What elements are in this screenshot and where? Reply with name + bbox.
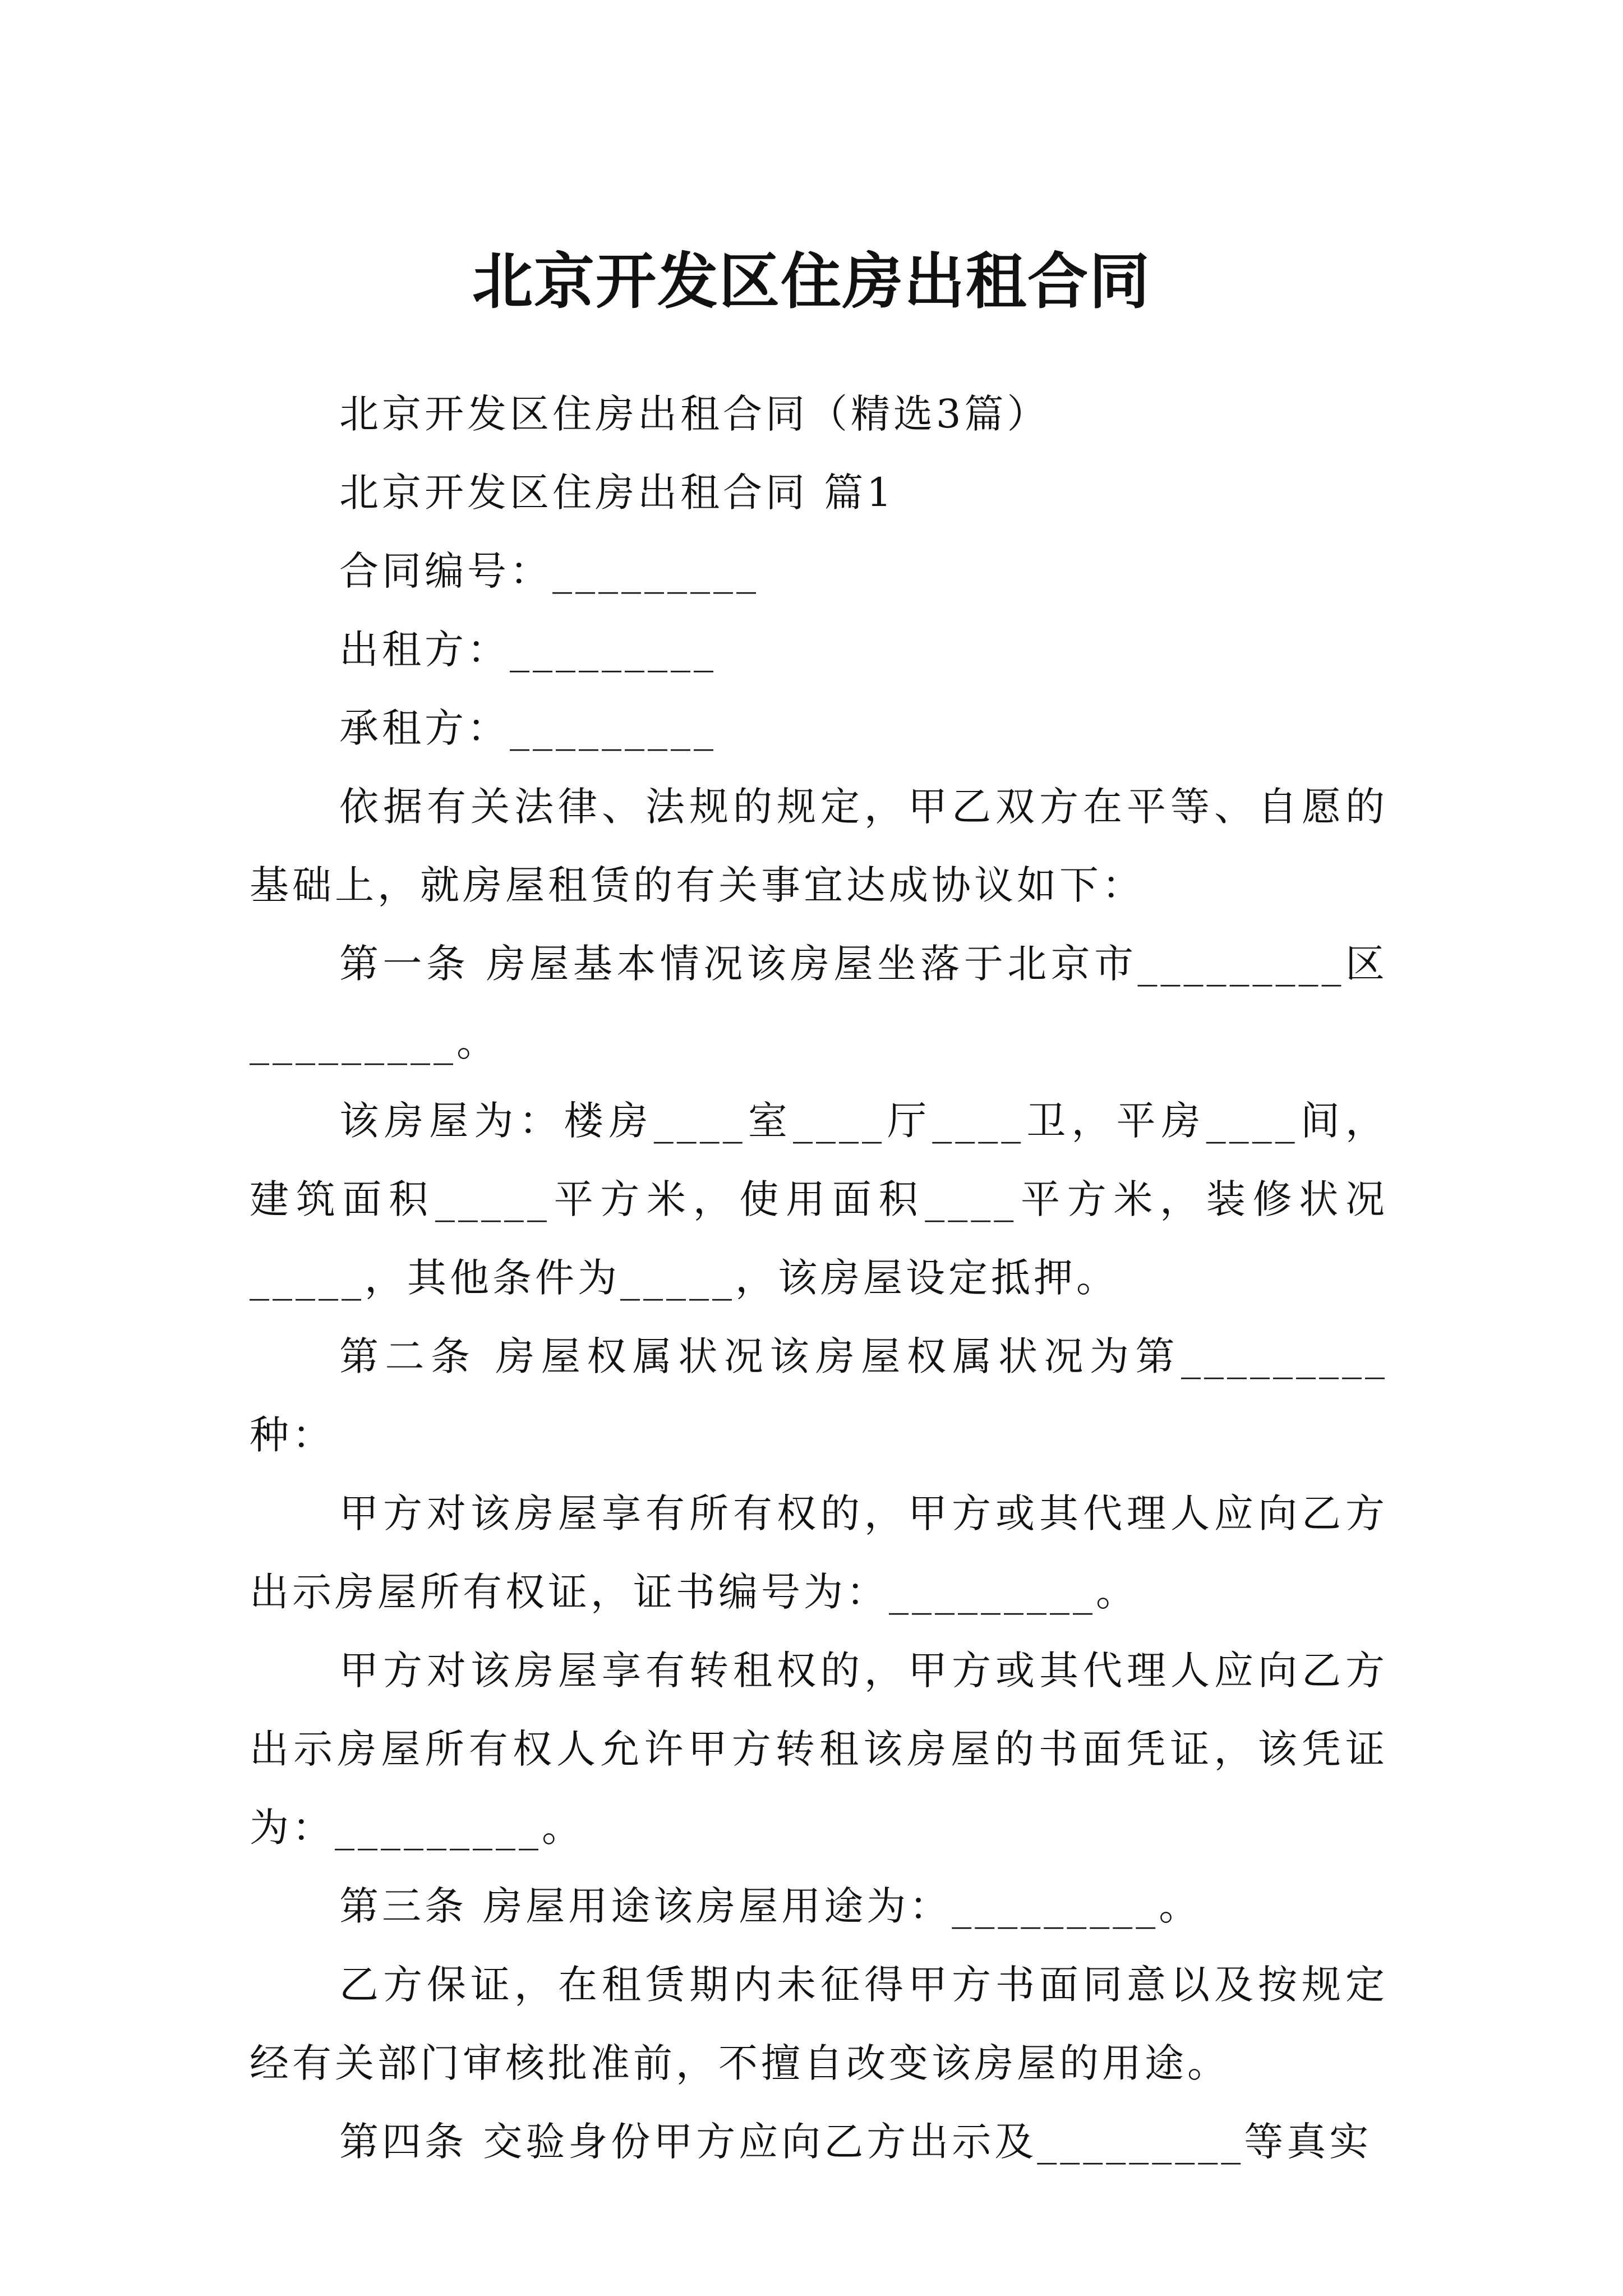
document-title: 北京开发区住房出租合同 <box>472 246 1151 318</box>
paragraph-house-details: 该房屋为：楼房____室____厅____卫，平房____间，建筑面积_____平方米，使用面积____平方米，装修状况_____，其他条件为_____，该房屋设定抵押。 <box>250 1098 1388 1301</box>
paragraph-use-guarantee: 乙方保证，在租赁期内未征得甲方书面同意以及按规定经有关部门审核批准前，不擅自改变该房屋的用途。 <box>250 1962 1388 2086</box>
paragraph-article-2: 第二条 房屋权属状况该房屋权属状况为第_________种： <box>250 1333 1388 1458</box>
paragraph-article-3: 第三条 房屋用途该房屋用途为：_________。 <box>339 1883 1202 1929</box>
paragraph-article-1: 第一条 房屋基本情况该房屋坐落于北京市_________区_________。 <box>250 941 1388 1065</box>
paragraph-sublease: 甲方对该房屋享有转租权的，甲方或其代理人应向乙方出示房屋所有权人允许甲方转租该房屋的书面凭证，该凭证为：_________。 <box>250 1648 1388 1851</box>
paragraph-subtitle: 北京开发区住房出租合同（精选3篇） <box>339 391 1050 437</box>
paragraph-lessee: 承租方：_________ <box>339 705 717 751</box>
document-body <box>250 375 1388 2181</box>
paragraph-section-heading: 北京开发区住房出租合同 篇1 <box>339 470 895 516</box>
paragraph-lessor: 出租方：_________ <box>339 627 717 673</box>
paragraph-article-4: 第四条 交验身份甲方应向乙方出示及_________等真实 <box>339 2119 1372 2165</box>
paragraph-contract-number: 合同编号：_________ <box>339 548 759 594</box>
paragraph-preamble: 依据有关法律、法规的规定，甲乙双方在平等、自愿的基础上，就房屋租赁的有关事宜达成协议如下： <box>250 784 1388 908</box>
paragraph-ownership: 甲方对该房屋享有所有权的，甲方或其代理人应向乙方出示房屋所有权证，证书编号为：_________。 <box>250 1490 1388 1615</box>
